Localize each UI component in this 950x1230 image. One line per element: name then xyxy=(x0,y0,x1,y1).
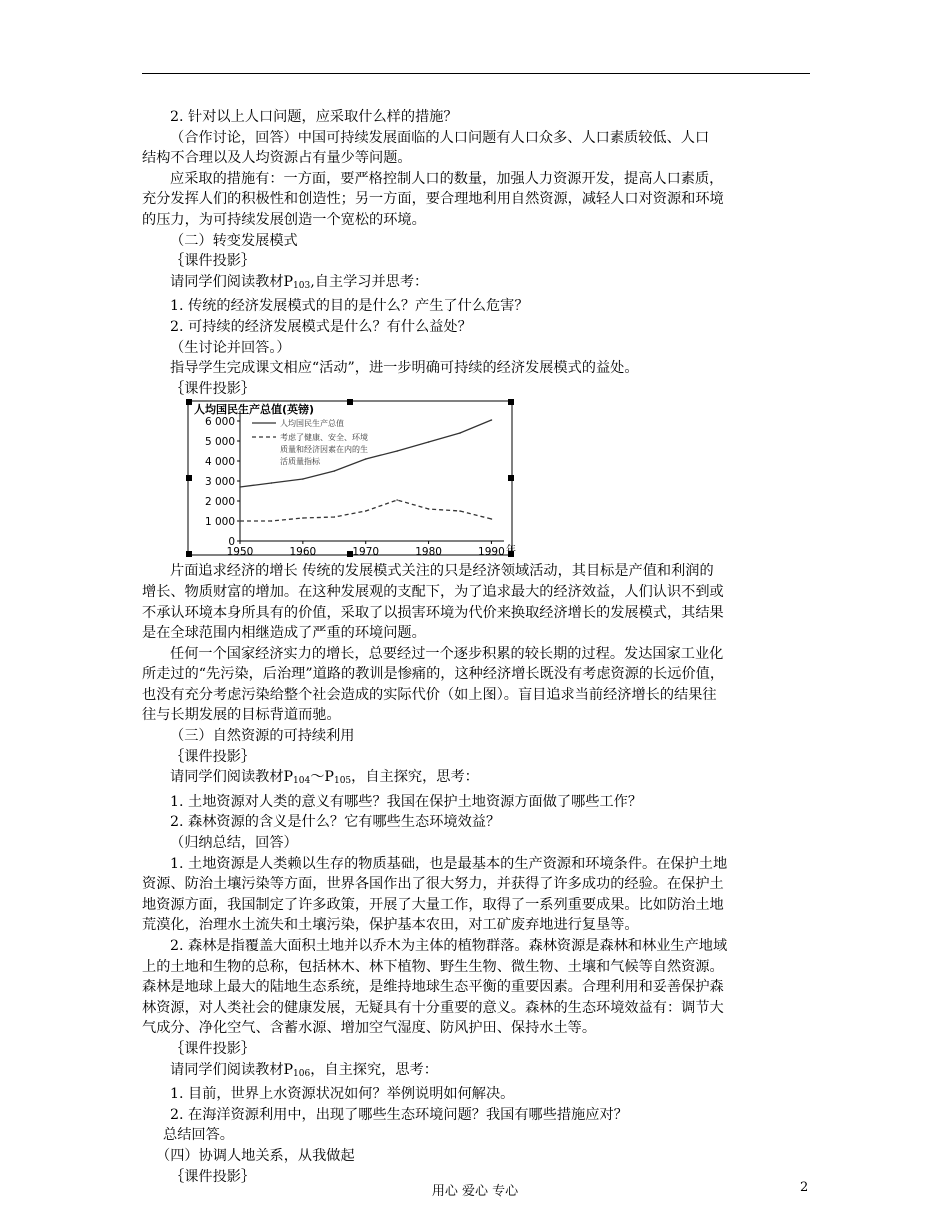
chart-frame xyxy=(188,401,512,555)
y-tick-label: 4 000 xyxy=(204,456,235,469)
text-line: 请同学们阅读教材$P_{104}\sim P_{105}$，自主探究，思考： xyxy=(170,769,479,787)
text-line: 2. 森林资源的含义是什么？它有哪些生态环境效益？ xyxy=(170,814,501,831)
y-tick-label: 2 000 xyxy=(204,496,235,509)
point-gnp xyxy=(333,471,335,473)
chart-canvas xyxy=(186,399,514,557)
point-quality xyxy=(365,511,367,513)
page-number: 2 xyxy=(800,1180,809,1195)
section-heading: （三）自然资源的可持续利用 xyxy=(170,728,355,745)
x-axis-unit: 年 xyxy=(506,545,516,557)
text-line: 结构不合理以及人均资源占有量少等问题。 xyxy=(142,150,412,167)
text-line: （生讨论并回答。） xyxy=(170,339,291,356)
text-line: 不承认环境本身所具有的价值，采取了以损害环境为代价来换取经济增长的发展模式，其结果 xyxy=(142,604,724,621)
legend-label-gnp: 人均国民生产总值 xyxy=(280,419,344,429)
point-gnp xyxy=(396,451,398,453)
section-heading: （二）转变发展模式 xyxy=(170,232,298,249)
gnp-line-chart xyxy=(186,399,514,557)
point-gnp xyxy=(365,459,367,461)
point-quality xyxy=(271,521,273,523)
text-line: （合作讨论，回答）中国可持续发展面临的人口问题有人口众多、人口素质较低、人口 xyxy=(170,129,710,146)
text-line: 1. 土地资源对人类的意义有哪些？我国在保护土地资源方面做了哪些工作？ xyxy=(170,793,643,810)
text-line: 上的土地和生物的总称，包括林木、林下植物、野生生物、微生物、土壤和气候等自然资源。 xyxy=(142,958,724,975)
text-line: 是在全球范围内相继造成了严重的环境问题。 xyxy=(142,625,426,642)
point-quality xyxy=(428,509,430,511)
text-line: ｛课件投影｝ xyxy=(170,1040,256,1057)
chart-handle xyxy=(186,399,192,405)
text-line: 所走过的“先污染，后治理”道路的教训是惨痛的，这种经济增长既没有考虑资源的长远价值， xyxy=(142,666,725,683)
text-line: 1. 土地资源是人类赖以生存的物质基础，也是最基本的生产资源和环境条件。在保护土地 xyxy=(170,855,728,872)
text-line: 荒漠化，治理水土流失和土壤污染，保护基本农田，对工矿废弃地进行复垦等。 xyxy=(142,917,639,934)
text-line: ｛课件投影｝ xyxy=(170,748,256,765)
text-line: 气成分、净化空气、含蓄水源、增加空气湿度、防风护田、保持水土等。 xyxy=(142,1020,597,1037)
text-line: 2. 可持续的经济发展模式是什么？有什么益处？ xyxy=(170,318,472,335)
text-line: 总结回答。 xyxy=(163,1127,234,1144)
point-quality xyxy=(491,519,493,521)
text-line: 林资源，对人类社会的健康发展，无疑具有十分重要的意义。森林的生态环境效益有：调节大 xyxy=(142,999,724,1016)
document-body xyxy=(142,107,810,1187)
text-line: 请同学们阅读教材$P_{106}$，自主探究，思考： xyxy=(170,1061,438,1079)
text-line: ｛课件投影｝ xyxy=(170,380,256,397)
text-line: 1. 目前，世界上水资源状况如何？举例说明如何解决。 xyxy=(170,1086,515,1103)
point-gnp xyxy=(491,420,493,422)
text-line: 1. 传统的经济发展模式的目的是什么？产生了什么危害？ xyxy=(170,298,529,315)
text-line: 应采取的措施有：一方面，要严格控制人口的数量，加强人力资源开发，提高人口素质， xyxy=(170,170,724,187)
y-tick-label: 3 000 xyxy=(204,476,235,489)
text-line: 充分发挥人们的积极性和创造性；另一方面，要合理地利用自然资源，减轻人口对资源和环境 xyxy=(142,191,724,208)
chart-handle xyxy=(508,399,514,405)
x-tick-label: 1990 xyxy=(478,546,505,559)
point-gnp xyxy=(271,483,273,485)
text-line: ｛课件投影｝ xyxy=(170,1168,256,1185)
section-heading: （四）协调人地关系，从我做起 xyxy=(156,1147,355,1164)
point-gnp xyxy=(459,433,461,435)
point-gnp xyxy=(428,442,430,444)
point-quality xyxy=(333,517,335,519)
chart-handle xyxy=(347,399,353,405)
chart-title: 人均国民生产总值(英镑) xyxy=(194,403,315,417)
text-line: （归纳总结，回答） xyxy=(170,835,298,852)
point-quality xyxy=(396,500,398,502)
y-tick-label: 1 000 xyxy=(204,516,235,529)
point-quality xyxy=(239,521,241,523)
text-line: 2. 森林是指覆盖大面积土地并以乔木为主体的植物群落。森林资源是森林和林业生产地域 xyxy=(170,938,728,954)
x-tick-label: 1950 xyxy=(226,546,254,559)
point-gnp xyxy=(239,487,241,489)
text-line: 地资源方面，我国制定了许多政策，开展了大量工作，取得了一系列重要成果。比如防治土地 xyxy=(142,896,724,913)
x-tick-label: 1960 xyxy=(289,546,317,559)
text-line: ｛课件投影｝ xyxy=(170,253,256,270)
text-line: 2. 在海洋资源利用中，出现了哪些生态环境问题？我国有哪些措施应对？ xyxy=(170,1106,628,1123)
point-gnp xyxy=(302,479,304,481)
y-tick-label: 0 xyxy=(228,536,235,549)
chart-handle xyxy=(186,551,192,557)
text-line: 增长、物质财富的增加。在这种发展观的支配下，为了追求最大的经济效益，人们认识不到或 xyxy=(142,583,724,600)
legend-label-quality: 质量和经济因素在内的生 xyxy=(280,445,368,455)
legend-label-quality: 考虑了健康、安全、环境 xyxy=(280,433,368,443)
text-line: 2. 针对以上人口问题，应采取什么样的措施？ xyxy=(170,109,458,125)
chart-handle xyxy=(186,475,192,481)
text-line: 片面追求经济的增长 传统的发展模式关注的只是经济领域活动，其目标是产值和利润的 xyxy=(170,563,714,580)
footer-motto: 用心 爱心 专心 xyxy=(431,1184,519,1199)
text-line: 也没有充分考虑污染给整个社会造成的实际代价（如上图）。盲目追求当前经济增长的结果往 xyxy=(142,686,717,703)
text-line: 请同学们阅读教材$P_{103}$,自主学习并思考： xyxy=(170,273,429,291)
text-line: 的压力，为可持续发展创造一个宽松的环境。 xyxy=(142,211,426,228)
text-line: 往与长期发展的目标背道而驰。 xyxy=(142,707,341,724)
y-tick-label: 6 000 xyxy=(204,416,235,429)
text-line: 指导学生完成课文相应“活动”，进一步明确可持续的经济发展模式的益处。 xyxy=(170,360,639,377)
text-line: 资源、防治土壤污染等方面，世界各国作出了很大努力，并获得了许多成功的经验。在保护土 xyxy=(142,876,724,893)
point-quality xyxy=(302,518,304,520)
text-line: 森林是地球上最大的陆地生态系统，是维持地球生态平衡的重要因素。合理利用和妥善保护森 xyxy=(142,979,724,996)
text-line: 任何一个国家经济实力的增长，总要经过一个逐步积累的较长期的过程。发达国家工业化 xyxy=(170,645,724,662)
legend-label-quality: 活质量指标 xyxy=(280,457,320,467)
header-rule xyxy=(142,73,810,74)
x-tick-label: 1970 xyxy=(352,546,380,559)
point-quality xyxy=(459,511,461,513)
x-tick-label: 1980 xyxy=(415,546,442,559)
chart-handle xyxy=(508,475,514,481)
y-tick-label: 5 000 xyxy=(204,436,235,449)
